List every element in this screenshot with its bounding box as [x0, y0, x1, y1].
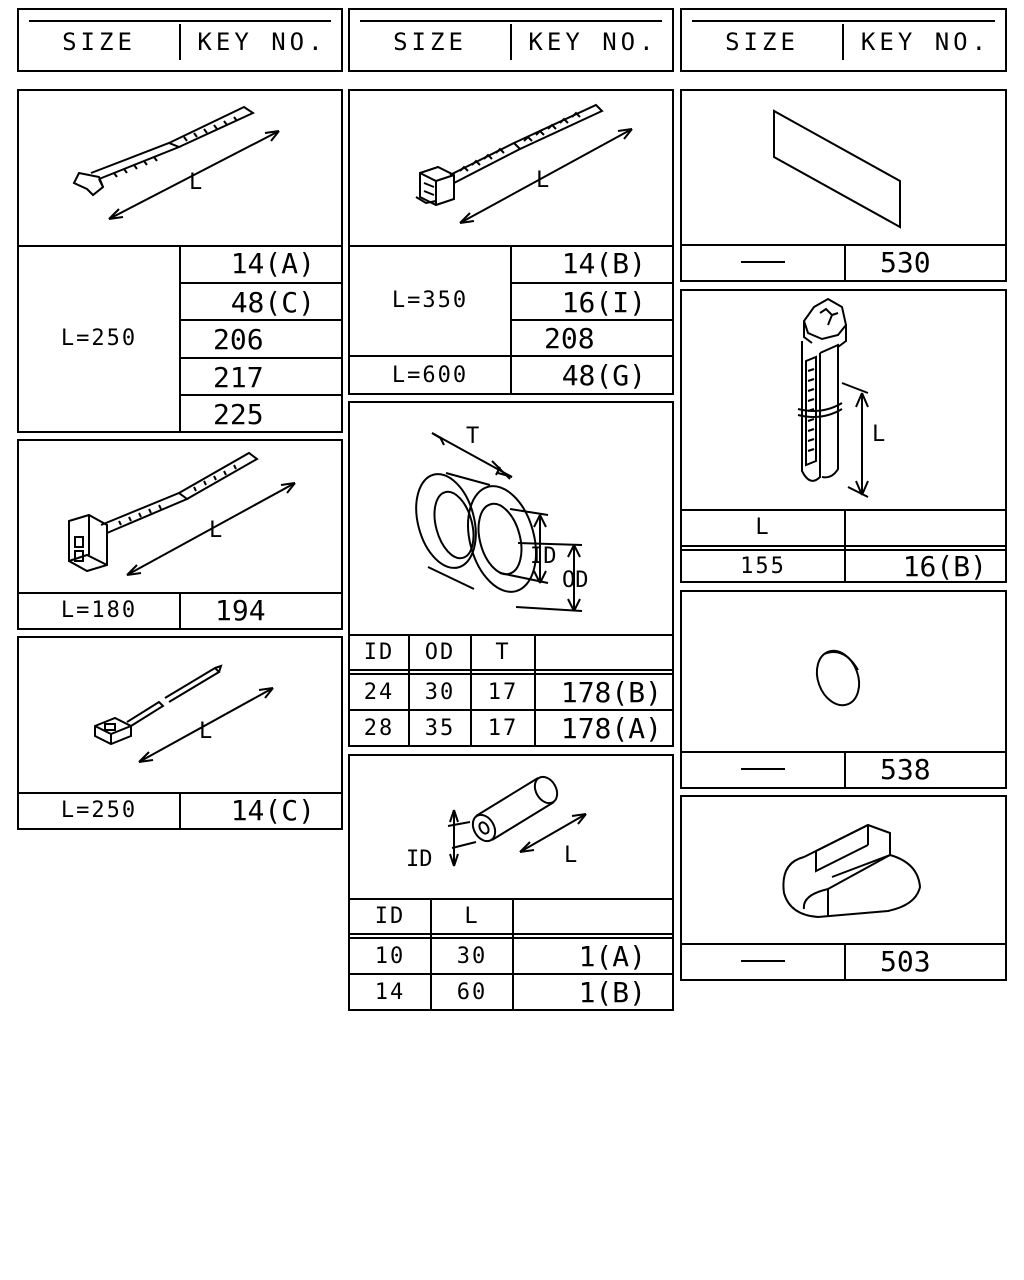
t-cell: 17 — [487, 715, 519, 741]
cable-tie-icon — [19, 91, 341, 243]
size-cell: L=350 — [391, 287, 469, 313]
length-label: L — [872, 422, 886, 447]
od-cell: 30 — [424, 679, 456, 705]
key-no-cell: 208 — [544, 321, 595, 355]
tube-icon — [350, 756, 672, 896]
size-cell — [682, 751, 844, 787]
no-size-dash — [741, 960, 785, 962]
od-cell: 35 — [424, 715, 456, 741]
grommet-panel — [348, 401, 674, 747]
size-cell: 155 — [740, 553, 786, 579]
clamp-illustration — [682, 797, 1005, 945]
header-col-3 — [680, 8, 1007, 72]
size-cell: L=180 — [60, 597, 138, 623]
clip-illustration — [682, 291, 1005, 511]
clip-155-panel — [680, 289, 1007, 583]
key-no-cell: 538 — [880, 752, 931, 786]
length-label: L — [199, 719, 213, 744]
header-col-1 — [17, 8, 343, 72]
key-no-cell: 14(A) — [230, 247, 315, 280]
id-cell: 28 — [363, 715, 395, 741]
key-no-cell: 14(B) — [561, 247, 646, 280]
key-no-cell: 194 — [215, 593, 266, 627]
cable-tie-illustration — [19, 638, 341, 794]
cable-tie-250-panel — [17, 89, 343, 433]
no-size-dash — [741, 261, 785, 263]
header-col-2 — [348, 8, 674, 72]
inner-diameter-label: ID — [406, 847, 433, 872]
long-cable-tie-icon — [350, 91, 672, 243]
key-no-cell: 1(A) — [578, 939, 646, 973]
key-no-cell: 530 — [880, 245, 931, 279]
key-no-cell: 14(C) — [230, 793, 315, 827]
id-header: ID — [363, 639, 395, 665]
cap-illustration — [682, 592, 1005, 753]
cable-tie-350-600-panel — [348, 89, 674, 395]
id-cell: 10 — [374, 943, 406, 969]
cap-538-panel — [680, 590, 1007, 789]
size-cell — [682, 943, 844, 979]
length-label: L — [564, 843, 578, 868]
size-header: SIZE — [62, 28, 136, 56]
no-size-dash — [741, 768, 785, 770]
key-no-header: KEY NO. — [860, 28, 991, 56]
length-cell: 30 — [456, 943, 488, 969]
t-header: T — [495, 639, 511, 665]
pad-icon — [682, 91, 1005, 242]
key-no-cell: 217 — [213, 360, 264, 394]
t-cell: 17 — [487, 679, 519, 705]
key-no-cell: 225 — [213, 397, 264, 431]
clamp-503-panel — [680, 795, 1007, 981]
grommet-illustration — [350, 403, 672, 636]
key-no-cell: 1(B) — [578, 975, 646, 1009]
length-label: L — [209, 518, 223, 543]
key-no-cell: 178(A) — [560, 711, 662, 745]
key-no-cell: 503 — [880, 944, 931, 978]
length-label: L — [536, 168, 550, 193]
grommet-icon — [350, 403, 672, 632]
cable-tie-mount-icon — [19, 441, 341, 590]
pad-illustration — [682, 91, 1005, 246]
key-no-cell: 178(B) — [560, 675, 662, 709]
key-no-cell: 16(I) — [561, 285, 646, 319]
tube-panel — [348, 754, 674, 1011]
cable-tie-180-panel — [17, 439, 343, 630]
size-header: SIZE — [393, 28, 467, 56]
length-header: L — [464, 903, 480, 929]
clip-icon — [682, 291, 1005, 507]
cap-icon — [682, 592, 1005, 749]
key-no-cell: 48(G) — [561, 358, 646, 392]
id-header: ID — [374, 903, 406, 929]
cable-tie-small-250-panel — [17, 636, 343, 830]
key-no-cell: 206 — [213, 323, 264, 356]
size-cell: L=250 — [60, 797, 138, 823]
clamp-icon — [682, 797, 1005, 941]
key-no-header: KEY NO. — [528, 28, 658, 56]
size-cell — [682, 244, 844, 280]
small-cable-tie-icon — [19, 638, 341, 790]
pad-530-panel — [680, 89, 1007, 282]
length-header: L — [755, 514, 771, 540]
cable-tie-illustration — [350, 91, 672, 247]
size-cell: L=600 — [391, 362, 469, 388]
outer-diameter-label: OD — [562, 568, 589, 593]
length-cell: 60 — [456, 979, 488, 1005]
cable-tie-illustration — [19, 441, 341, 594]
thickness-label: T — [466, 424, 480, 449]
key-no-cell: 48(C) — [230, 285, 315, 319]
od-header: OD — [424, 639, 456, 665]
size-cell: L=250 — [60, 325, 138, 351]
id-cell: 14 — [374, 979, 406, 1005]
tube-illustration — [350, 756, 672, 900]
inner-diameter-label: ID — [530, 544, 557, 569]
key-no-cell: 16(B) — [902, 549, 987, 583]
length-label: L — [189, 170, 203, 195]
key-no-header: KEY NO. — [197, 28, 327, 56]
id-cell: 24 — [363, 679, 395, 705]
cable-tie-illustration — [19, 91, 341, 247]
size-header: SIZE — [725, 28, 799, 56]
